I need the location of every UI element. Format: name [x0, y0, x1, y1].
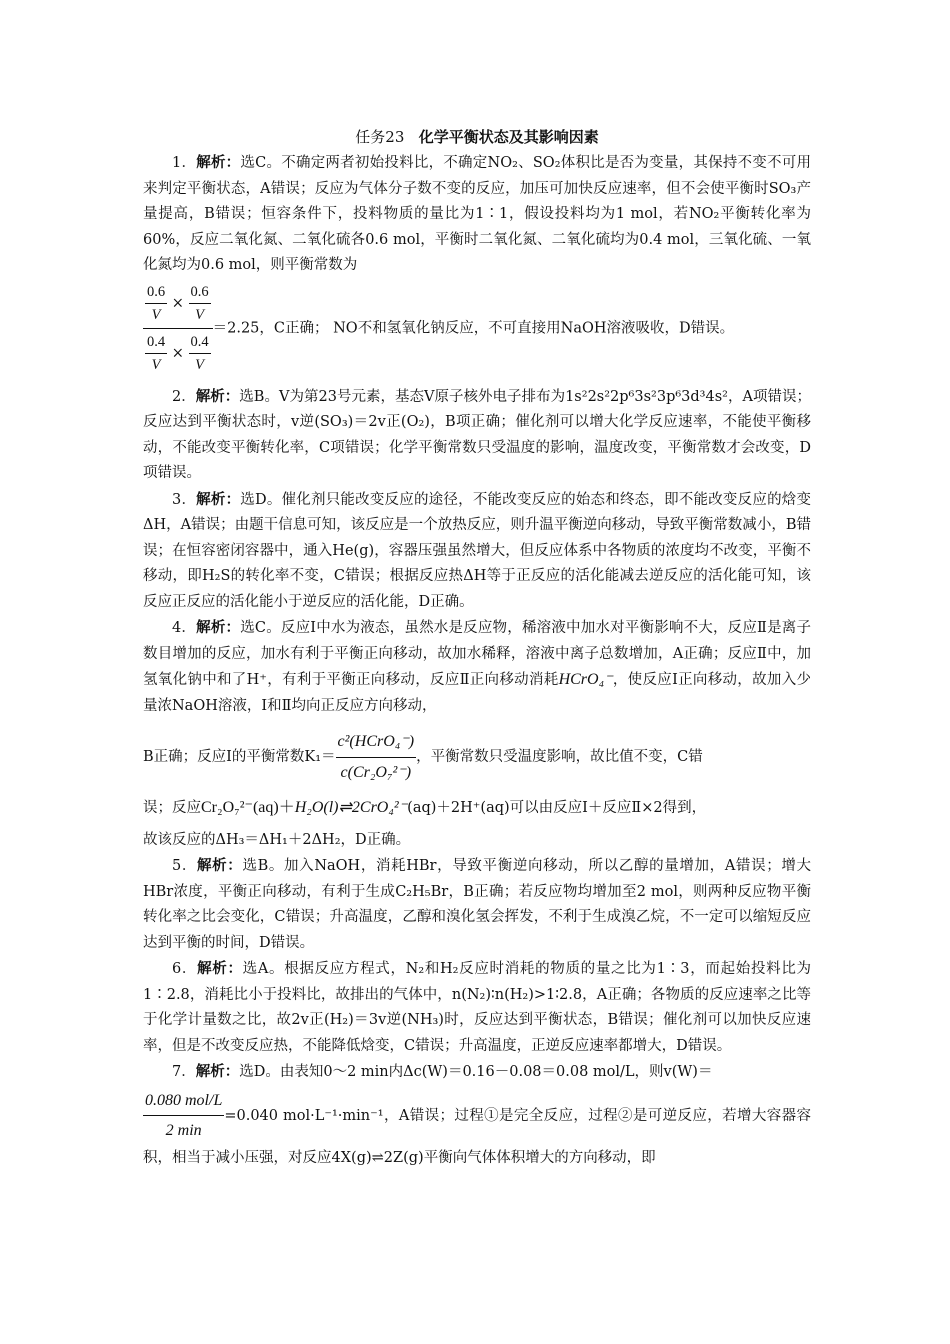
answer-item-4-end — [143, 828, 811, 854]
answer-item-3 — [143, 487, 811, 616]
answer-item-4-k — [143, 727, 811, 787]
item-text: B正确；反应Ⅰ的平衡常数K₁＝ — [143, 749, 336, 765]
answer-item-2 — [143, 384, 811, 487]
analysis-label: 解析： — [195, 1063, 240, 1080]
equilibrium-constant-fraction: $\frac{0.6}{V}$ × $\frac{0.6}{V}$ $\frac{0.4}{V}$ × $\frac{0.4}{V}$ — [143, 281, 213, 376]
equation-part: Cr₂O₇²⁻(aq)＋ — [201, 799, 295, 816]
item-text: 误；反应 — [143, 800, 201, 816]
title-prefix: 任务23 — [355, 128, 405, 146]
item-text: 选D。由表知0～2 min内Δc(W)＝0.16－0.08＝0.08 mol/L，则v(W)＝ — [239, 1064, 713, 1080]
ion-formula: HCrO₄⁻ — [558, 671, 613, 688]
answer-item-4 — [143, 615, 811, 719]
item-text: 选D。催化剂只能改变反应的途径，不能改变反应的始态和终态，即不能改变反应的焓变ΔH，A错误；由题干信息可知，该反应是一个放热反应，则升温平衡逆向移动，导致平衡常数减小，B错误；在恒容密闭容器中，通入He(g)，容器压强虽然增大，但反应体系中各物质的浓度均不改变，平衡不移动，即H₂S的转化率不变，C错误；根据反应热ΔH等于正反应的活化能减去逆反应的活化能可知，该反应正反应的活化能小于逆反应的活化能，D正确。 — [143, 491, 811, 610]
item-text: ，平衡常数只受温度影响，故比值不变，C错 — [416, 749, 703, 765]
item-text: 选A。根据反应方程式，N₂和H₂反应时消耗的物质的量之比为1∶3，而起始投料比为1∶2.8，消耗比小于投料比，故排出的气体中，n(N₂)∶n(H₂)>1∶2.8，A正确；各物质的反应速率之比等于化学计量数之比，故2v正(H₂)＝3v逆(NH₃)时，反应达到平衡状态，B错误；催化剂可以加快反应速率，但是不改变反应热，不能降低焓变，C错误；升高温度，正逆反应速率都增大，D错误。 — [143, 961, 812, 1054]
item-text: =0.040 mol·L⁻¹·min⁻¹，A错误；过程①是完全反应，过程②是可逆反应，若增大容器容积，相当于减小压强，对反应4X(g)⇌2Z(g)平衡向气体体积增大的方向移动，即 — [143, 1107, 811, 1166]
answer-item-5 — [143, 853, 811, 956]
page-title — [143, 124, 811, 150]
item-number: 2． — [172, 388, 196, 405]
analysis-label: 解析： — [196, 619, 241, 636]
answer-item-1-formula — [143, 279, 811, 378]
item-text: 选B。加入NaOH，消耗HBr，导致平衡逆向移动，所以乙醇的量增加，A错误；增大HBr浓度，平衡正向移动，有利于生成C₂H₅Br，B正确；若反应物均增加至2 mol，则两种反应物平衡转化率之比会变化，C错误；升高温度，乙醇和溴化氢会挥发，不利于生成溴乙烷，不一定可以缩短反应达到平衡的时间，D错误。 — [143, 858, 811, 951]
document-page — [143, 124, 811, 1171]
analysis-label: 解析： — [195, 387, 240, 405]
item-number: 3． — [172, 491, 197, 508]
analysis-label: 解析： — [196, 154, 241, 171]
k1-fraction: c²(HCrO₄⁻) c(Cr₂O₇²⁻) — [336, 729, 417, 785]
analysis-label: 解析： — [196, 490, 241, 508]
item-number: 4． — [172, 620, 197, 636]
answer-item-7-cont — [143, 1086, 811, 1172]
analysis-label: 解析： — [197, 857, 243, 874]
item-number: 5． — [172, 858, 198, 874]
item-text: ，使反应Ⅰ正向移动，故加入少量浓NaOH溶液，Ⅰ和Ⅱ均向正反应方向移动， — [143, 672, 812, 714]
equation-part: H₂O(l)⇌2CrO₄²⁻ — [294, 799, 408, 816]
item-text: (aq)＋2H⁺(aq)可以由反应Ⅰ＋反应Ⅱ×2得到， — [407, 800, 707, 816]
item-number: 7． — [172, 1064, 196, 1080]
item-text: 选C。不确定两者初始投料比，不确定NO₂、SO₂体积比是否为变量，其保持不变不可用来判定平衡状态，A错误；反应为气体分子数不变的反应，加压可加快反应速率，但不会使平衡时SO₃产量提高，B错误；恒容条件下，投料物质的量比为1∶1，假设投料均为1 mol，若NO₂平衡转化率为60%，反应二氧化氮、二氧化硫各0.6 mol，平衡时二氧化氮、二氧化硫均为0.4 mol，三氧化硫、一氧化氮均为0.6 mol，则平衡常数为 — [143, 155, 811, 273]
answer-item-6 — [143, 956, 811, 1059]
rate-fraction: 0.080 mol/L 2 min — [143, 1088, 224, 1144]
item-text: 故该反应的ΔH₃＝ΔH₁＋2ΔH₂，D正确。 — [143, 831, 411, 848]
item-number: 6． — [172, 961, 198, 977]
item-text: 选B。V为第23号元素，基态V原子核外电子排布为1s²2s²2p⁶3s²3p⁶3d³4s²，A项错误；反应达到平衡状态时，v逆(SO₃)＝2v正(O₂)，B项正确；催化剂可以增大化学反应速率，不能使平衡移动，不能改变平衡转化率，C项错误；化学平衡常数只受温度的影响，温度改变，平衡常数才会改变，D项错误。 — [143, 388, 811, 481]
title-main: 化学平衡状态及其影响因素 — [418, 128, 599, 146]
item-number: 1． — [172, 155, 197, 171]
answer-item-4-eq — [143, 795, 811, 822]
item-text: 选C。反应Ⅰ中水为液态，虽然水是反应物，稀溶液中加水对平衡影响不大，反应Ⅱ是离子数目增加的反应，加水有利于平衡正向移动，故加水稀释，溶液中离子总数增加，A正确；反应Ⅱ中，加氢氧化钠中和了H⁺，有利于平衡正向移动，反应Ⅱ正向移动消耗 — [143, 620, 811, 688]
analysis-label: 解析： — [197, 960, 243, 977]
answer-item-7 — [143, 1059, 811, 1086]
answer-item-1 — [143, 150, 811, 279]
item-text: ＝2.25，C正确； NO不和氢氧化钠反应，不可直接用NaOH溶液吸收，D错误。 — [212, 320, 735, 336]
